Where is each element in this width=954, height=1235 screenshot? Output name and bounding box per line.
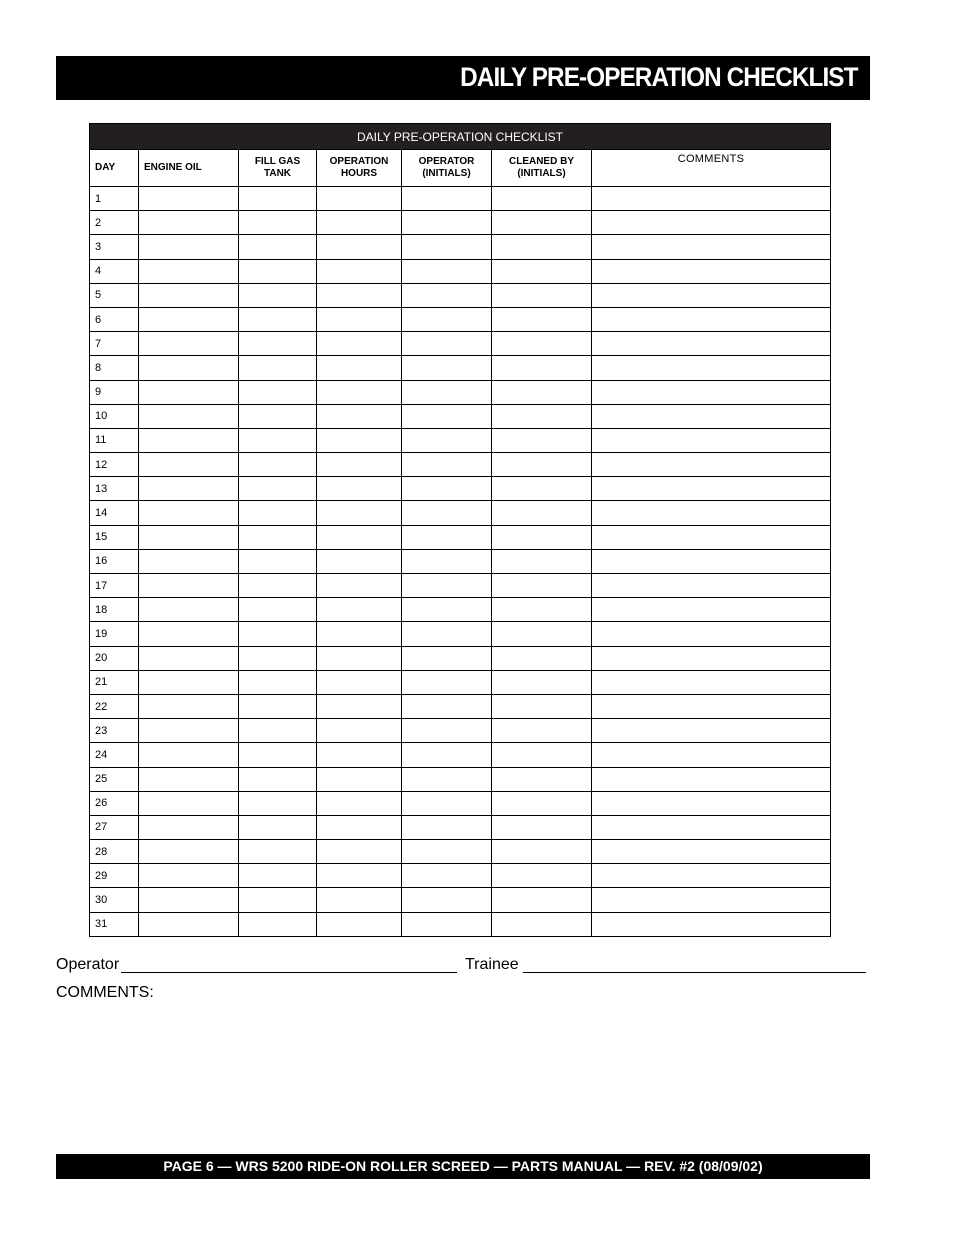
column-header-cleaned-by-initials: CLEANED BY (INITIALS) <box>492 150 592 187</box>
cell-cleaned-by-initials[interactable] <box>492 187 592 211</box>
cell-cleaned-by-initials[interactable] <box>492 719 592 743</box>
cell-engine-oil[interactable] <box>139 840 239 864</box>
cell-comments[interactable] <box>592 477 831 501</box>
cell-operation-hours[interactable] <box>317 525 402 549</box>
cell-engine-oil[interactable] <box>139 646 239 670</box>
page-footer <box>56 1154 870 1179</box>
operator-label: Operator <box>56 956 120 973</box>
cell-operator-initials[interactable] <box>402 864 492 888</box>
cell-cleaned-by-initials[interactable] <box>492 356 592 380</box>
cell-fill-gas-tank[interactable] <box>239 332 317 356</box>
day-number: 28 <box>90 840 139 864</box>
cell-fill-gas-tank[interactable] <box>239 549 317 573</box>
cell-operator-initials[interactable] <box>402 815 492 839</box>
table-row <box>90 404 831 428</box>
cell-fill-gas-tank[interactable] <box>239 719 317 743</box>
day-number: 9 <box>90 380 139 404</box>
table-row <box>90 719 831 743</box>
cell-engine-oil[interactable] <box>139 791 239 815</box>
cell-engine-oil[interactable] <box>139 598 239 622</box>
cell-fill-gas-tank[interactable] <box>239 840 317 864</box>
table-row <box>90 598 831 622</box>
cell-operator-initials[interactable] <box>402 307 492 331</box>
day-number: 24 <box>90 743 139 767</box>
cell-fill-gas-tank[interactable] <box>239 598 317 622</box>
cell-comments[interactable] <box>592 549 831 573</box>
table-row <box>90 235 831 259</box>
cell-comments[interactable] <box>592 259 831 283</box>
cell-engine-oil[interactable] <box>139 356 239 380</box>
table-row <box>90 912 831 936</box>
cell-operator-initials[interactable] <box>402 888 492 912</box>
cell-cleaned-by-initials[interactable] <box>492 380 592 404</box>
cell-comments[interactable] <box>592 815 831 839</box>
cell-operator-initials[interactable] <box>402 840 492 864</box>
day-number: 21 <box>90 670 139 694</box>
cell-fill-gas-tank[interactable] <box>239 356 317 380</box>
cell-fill-gas-tank[interactable] <box>239 574 317 598</box>
cell-engine-oil[interactable] <box>139 332 239 356</box>
column-header-operation-hours: OPERATION HOURS <box>317 150 402 187</box>
day-number: 7 <box>90 332 139 356</box>
cell-comments[interactable] <box>592 525 831 549</box>
cell-operation-hours[interactable] <box>317 840 402 864</box>
cell-cleaned-by-initials[interactable] <box>492 259 592 283</box>
cell-operation-hours[interactable] <box>317 743 402 767</box>
cell-engine-oil[interactable] <box>139 307 239 331</box>
cell-fill-gas-tank[interactable] <box>239 815 317 839</box>
cell-operation-hours[interactable] <box>317 356 402 380</box>
cell-comments[interactable] <box>592 283 831 307</box>
cell-comments[interactable] <box>592 864 831 888</box>
cell-comments[interactable] <box>592 912 831 936</box>
cell-fill-gas-tank[interactable] <box>239 864 317 888</box>
cell-operator-initials[interactable] <box>402 211 492 235</box>
cell-engine-oil[interactable] <box>139 259 239 283</box>
column-header-comments: COMMENTS <box>592 150 831 187</box>
cell-fill-gas-tank[interactable] <box>239 743 317 767</box>
day-number: 19 <box>90 622 139 646</box>
cell-operation-hours[interactable] <box>317 598 402 622</box>
table-row <box>90 670 831 694</box>
day-number: 20 <box>90 646 139 670</box>
cell-engine-oil[interactable] <box>139 549 239 573</box>
cell-engine-oil[interactable] <box>139 235 239 259</box>
cell-cleaned-by-initials[interactable] <box>492 670 592 694</box>
cell-operation-hours[interactable] <box>317 211 402 235</box>
day-number: 17 <box>90 574 139 598</box>
cell-operator-initials[interactable] <box>402 428 492 452</box>
table-row <box>90 380 831 404</box>
day-number: 15 <box>90 525 139 549</box>
cell-cleaned-by-initials[interactable] <box>492 211 592 235</box>
cell-comments[interactable] <box>592 501 831 525</box>
cell-operator-initials[interactable] <box>402 380 492 404</box>
cell-operator-initials[interactable] <box>402 646 492 670</box>
cell-comments[interactable] <box>592 404 831 428</box>
cell-engine-oil[interactable] <box>139 501 239 525</box>
cell-fill-gas-tank[interactable] <box>239 622 317 646</box>
cell-operator-initials[interactable] <box>402 549 492 573</box>
cell-engine-oil[interactable] <box>139 694 239 718</box>
cell-cleaned-by-initials[interactable] <box>492 332 592 356</box>
cell-cleaned-by-initials[interactable] <box>492 283 592 307</box>
cell-operator-initials[interactable] <box>402 501 492 525</box>
cell-operation-hours[interactable] <box>317 235 402 259</box>
cell-cleaned-by-initials[interactable] <box>492 598 592 622</box>
cell-engine-oil[interactable] <box>139 453 239 477</box>
cell-comments[interactable] <box>592 670 831 694</box>
cell-cleaned-by-initials[interactable] <box>492 840 592 864</box>
cell-comments[interactable] <box>592 694 831 718</box>
cell-operator-initials[interactable] <box>402 404 492 428</box>
cell-comments[interactable] <box>592 307 831 331</box>
cell-operator-initials[interactable] <box>402 622 492 646</box>
cell-fill-gas-tank[interactable] <box>239 235 317 259</box>
day-number: 30 <box>90 888 139 912</box>
cell-engine-oil[interactable] <box>139 670 239 694</box>
day-number: 22 <box>90 694 139 718</box>
cell-operator-initials[interactable] <box>402 356 492 380</box>
cell-operation-hours[interactable] <box>317 259 402 283</box>
cell-cleaned-by-initials[interactable] <box>492 743 592 767</box>
cell-operator-initials[interactable] <box>402 187 492 211</box>
cell-engine-oil[interactable] <box>139 815 239 839</box>
cell-operation-hours[interactable] <box>317 719 402 743</box>
cell-engine-oil[interactable] <box>139 743 239 767</box>
cell-cleaned-by-initials[interactable] <box>492 235 592 259</box>
day-number: 16 <box>90 549 139 573</box>
cell-operation-hours[interactable] <box>317 283 402 307</box>
cell-comments[interactable] <box>592 380 831 404</box>
table-row <box>90 283 831 307</box>
cell-operator-initials[interactable] <box>402 477 492 501</box>
table-row <box>90 646 831 670</box>
table-row <box>90 477 831 501</box>
cell-comments[interactable] <box>592 622 831 646</box>
cell-fill-gas-tank[interactable] <box>239 888 317 912</box>
day-number: 25 <box>90 767 139 791</box>
cell-engine-oil[interactable] <box>139 574 239 598</box>
table-row <box>90 259 831 283</box>
table-row <box>90 428 831 452</box>
cell-comments[interactable] <box>592 453 831 477</box>
table-row <box>90 840 831 864</box>
table-row <box>90 501 831 525</box>
cell-operation-hours[interactable] <box>317 477 402 501</box>
cell-operation-hours[interactable] <box>317 501 402 525</box>
cell-cleaned-by-initials[interactable] <box>492 791 592 815</box>
cell-operation-hours[interactable] <box>317 404 402 428</box>
cell-operation-hours[interactable] <box>317 332 402 356</box>
day-number: 31 <box>90 912 139 936</box>
cell-fill-gas-tank[interactable] <box>239 501 317 525</box>
cell-comments[interactable] <box>592 428 831 452</box>
day-number: 27 <box>90 815 139 839</box>
cell-operation-hours[interactable] <box>317 307 402 331</box>
cell-operation-hours[interactable] <box>317 187 402 211</box>
cell-cleaned-by-initials[interactable] <box>492 646 592 670</box>
cell-engine-oil[interactable] <box>139 525 239 549</box>
day-number: 12 <box>90 453 139 477</box>
cell-operator-initials[interactable] <box>402 598 492 622</box>
day-number: 11 <box>90 428 139 452</box>
cell-cleaned-by-initials[interactable] <box>492 525 592 549</box>
cell-operation-hours[interactable] <box>317 549 402 573</box>
cell-fill-gas-tank[interactable] <box>239 791 317 815</box>
cell-engine-oil[interactable] <box>139 187 239 211</box>
cell-fill-gas-tank[interactable] <box>239 670 317 694</box>
cell-operator-initials[interactable] <box>402 525 492 549</box>
cell-comments[interactable] <box>592 211 831 235</box>
cell-fill-gas-tank[interactable] <box>239 404 317 428</box>
table-row <box>90 356 831 380</box>
table-row <box>90 574 831 598</box>
checklist-table <box>89 123 831 937</box>
cell-cleaned-by-initials[interactable] <box>492 501 592 525</box>
cell-fill-gas-tank[interactable] <box>239 477 317 501</box>
cell-cleaned-by-initials[interactable] <box>492 694 592 718</box>
cell-cleaned-by-initials[interactable] <box>492 888 592 912</box>
cell-cleaned-by-initials[interactable] <box>492 307 592 331</box>
comments-label: COMMENTS: <box>56 984 154 1001</box>
cell-engine-oil[interactable] <box>139 380 239 404</box>
cell-operator-initials[interactable] <box>402 283 492 307</box>
cell-engine-oil[interactable] <box>139 912 239 936</box>
trainee-field[interactable] <box>523 972 866 973</box>
cell-engine-oil[interactable] <box>139 428 239 452</box>
cell-operation-hours[interactable] <box>317 888 402 912</box>
table-row <box>90 888 831 912</box>
cell-comments[interactable] <box>592 767 831 791</box>
day-number: 1 <box>90 187 139 211</box>
day-number: 3 <box>90 235 139 259</box>
cell-operation-hours[interactable] <box>317 864 402 888</box>
day-number: 5 <box>90 283 139 307</box>
cell-cleaned-by-initials[interactable] <box>492 864 592 888</box>
cell-operation-hours[interactable] <box>317 767 402 791</box>
cell-cleaned-by-initials[interactable] <box>492 453 592 477</box>
day-number: 8 <box>90 356 139 380</box>
cell-engine-oil[interactable] <box>139 767 239 791</box>
cell-operation-hours[interactable] <box>317 380 402 404</box>
table-row <box>90 767 831 791</box>
cell-operation-hours[interactable] <box>317 646 402 670</box>
cell-engine-oil[interactable] <box>139 404 239 428</box>
cell-fill-gas-tank[interactable] <box>239 767 317 791</box>
cell-fill-gas-tank[interactable] <box>239 453 317 477</box>
cell-cleaned-by-initials[interactable] <box>492 815 592 839</box>
cell-comments[interactable] <box>592 840 831 864</box>
cell-fill-gas-tank[interactable] <box>239 646 317 670</box>
cell-operation-hours[interactable] <box>317 622 402 646</box>
signature-line <box>56 956 870 976</box>
day-number: 26 <box>90 791 139 815</box>
cell-cleaned-by-initials[interactable] <box>492 622 592 646</box>
cell-operation-hours[interactable] <box>317 694 402 718</box>
trainee-label: Trainee <box>465 956 519 973</box>
cell-operator-initials[interactable] <box>402 719 492 743</box>
cell-fill-gas-tank[interactable] <box>239 211 317 235</box>
cell-engine-oil[interactable] <box>139 283 239 307</box>
cell-engine-oil[interactable] <box>139 211 239 235</box>
footer-text: PAGE 6 — WRS 5200 RIDE-ON ROLLER SCREED — PARTS MANUAL — REV. #2 (08/09/02) <box>163 1158 763 1174</box>
cell-engine-oil[interactable] <box>139 888 239 912</box>
table-row <box>90 815 831 839</box>
cell-fill-gas-tank[interactable] <box>239 428 317 452</box>
day-number: 13 <box>90 477 139 501</box>
cell-engine-oil[interactable] <box>139 864 239 888</box>
cell-comments[interactable] <box>592 356 831 380</box>
cell-fill-gas-tank[interactable] <box>239 912 317 936</box>
cell-fill-gas-tank[interactable] <box>239 694 317 718</box>
cell-fill-gas-tank[interactable] <box>239 307 317 331</box>
cell-comments[interactable] <box>592 791 831 815</box>
cell-fill-gas-tank[interactable] <box>239 525 317 549</box>
cell-operator-initials[interactable] <box>402 767 492 791</box>
day-number: 6 <box>90 307 139 331</box>
cell-comments[interactable] <box>592 574 831 598</box>
operator-field[interactable] <box>121 972 457 973</box>
day-number: 4 <box>90 259 139 283</box>
cell-fill-gas-tank[interactable] <box>239 187 317 211</box>
day-number: 14 <box>90 501 139 525</box>
cell-cleaned-by-initials[interactable] <box>492 428 592 452</box>
table-row <box>90 694 831 718</box>
cell-comments[interactable] <box>592 646 831 670</box>
day-number: 29 <box>90 864 139 888</box>
day-number: 2 <box>90 211 139 235</box>
cell-engine-oil[interactable] <box>139 622 239 646</box>
cell-operator-initials[interactable] <box>402 694 492 718</box>
cell-cleaned-by-initials[interactable] <box>492 477 592 501</box>
table-row <box>90 332 831 356</box>
column-header-operator-initials: OPERATOR (INITIALS) <box>402 150 492 187</box>
table-row <box>90 622 831 646</box>
cell-comments[interactable] <box>592 888 831 912</box>
cell-cleaned-by-initials[interactable] <box>492 574 592 598</box>
cell-operator-initials[interactable] <box>402 743 492 767</box>
cell-comments[interactable] <box>592 332 831 356</box>
cell-fill-gas-tank[interactable] <box>239 380 317 404</box>
cell-cleaned-by-initials[interactable] <box>492 912 592 936</box>
table-row <box>90 864 831 888</box>
column-header-engine-oil: ENGINE OIL <box>139 150 239 187</box>
table-caption: DAILY PRE-OPERATION CHECKLIST <box>90 124 831 150</box>
cell-fill-gas-tank[interactable] <box>239 259 317 283</box>
cell-operation-hours[interactable] <box>317 574 402 598</box>
table-row <box>90 525 831 549</box>
cell-comments[interactable] <box>592 743 831 767</box>
cell-comments[interactable] <box>592 598 831 622</box>
table-row <box>90 453 831 477</box>
cell-operator-initials[interactable] <box>402 574 492 598</box>
page-title: DAILY PRE-OPERATION CHECKLIST <box>460 62 858 92</box>
cell-comments[interactable] <box>592 719 831 743</box>
cell-cleaned-by-initials[interactable] <box>492 549 592 573</box>
cell-operation-hours[interactable] <box>317 791 402 815</box>
table-row <box>90 211 831 235</box>
cell-operation-hours[interactable] <box>317 453 402 477</box>
cell-engine-oil[interactable] <box>139 477 239 501</box>
cell-operator-initials[interactable] <box>402 453 492 477</box>
cell-operator-initials[interactable] <box>402 670 492 694</box>
cell-operation-hours[interactable] <box>317 670 402 694</box>
cell-fill-gas-tank[interactable] <box>239 283 317 307</box>
cell-operator-initials[interactable] <box>402 235 492 259</box>
table-row <box>90 791 831 815</box>
table-row <box>90 187 831 211</box>
cell-operation-hours[interactable] <box>317 428 402 452</box>
cell-operation-hours[interactable] <box>317 912 402 936</box>
cell-operator-initials[interactable] <box>402 332 492 356</box>
cell-cleaned-by-initials[interactable] <box>492 404 592 428</box>
day-number: 10 <box>90 404 139 428</box>
column-header-day: DAY <box>90 150 139 187</box>
day-number: 18 <box>90 598 139 622</box>
table-row <box>90 307 831 331</box>
cell-cleaned-by-initials[interactable] <box>492 767 592 791</box>
cell-operator-initials[interactable] <box>402 912 492 936</box>
page-header <box>56 56 870 100</box>
cell-engine-oil[interactable] <box>139 719 239 743</box>
column-header-fill-gas-tank: FILL GAS TANK <box>239 150 317 187</box>
cell-comments[interactable] <box>592 235 831 259</box>
cell-operator-initials[interactable] <box>402 791 492 815</box>
day-number: 23 <box>90 719 139 743</box>
cell-comments[interactable] <box>592 187 831 211</box>
table-row <box>90 743 831 767</box>
cell-operation-hours[interactable] <box>317 815 402 839</box>
table-row <box>90 549 831 573</box>
cell-operator-initials[interactable] <box>402 259 492 283</box>
